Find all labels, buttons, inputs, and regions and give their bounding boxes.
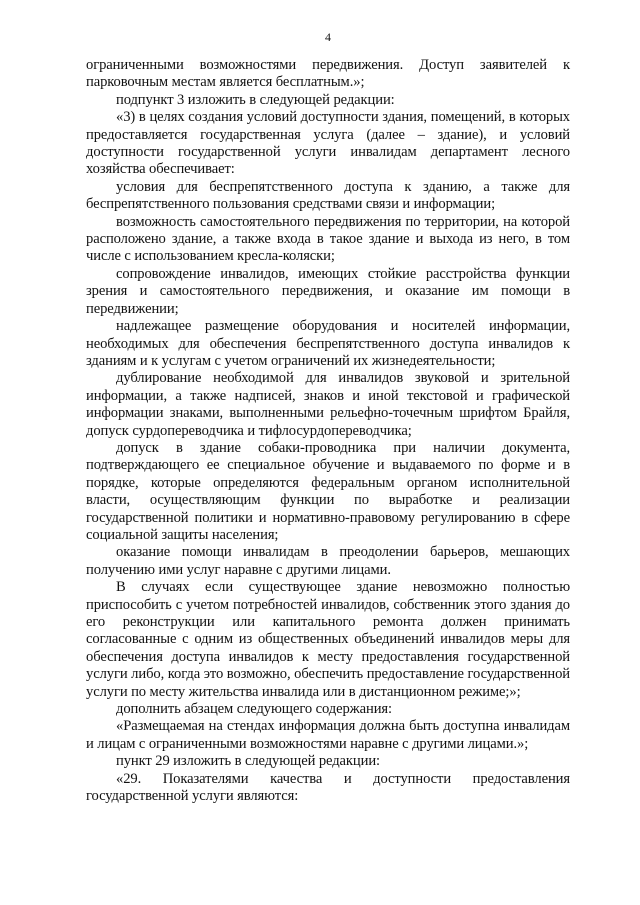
- document-body: [86, 57, 570, 805]
- paragraph-9: допуск в здание собаки-проводника при наличии документа, подтверждающего ее специальное обучение и выдаваемого по форме и в порядке, которые определяются федеральным органом исполнительной власти, осуществляющим функции по выработке и реализации государственной политики и нормативно-правовому регулированию в сфере социальной защиты населения;: [86, 439, 570, 543]
- paragraph-1: ограниченными возможностями передвижения. Доступ заявителей к парковочным местам является бесплатным.»;: [86, 57, 570, 91]
- paragraph-13: «Размещаемая на стендах информация должна быть доступна инвалидам и лицам с ограниченными возможностями наравне с другими лицами.»;: [86, 718, 570, 752]
- paragraph-8: дублирование необходимой для инвалидов звуковой и зрительной информации, а также надписей, знаков и иной текстовой и графической информации знаками, выполненными рельефно-точечным шрифтом Брайля, допуск сурдопереводчика и тифлосурдопереводчика;: [86, 370, 570, 439]
- paragraph-4: условия для беспрепятственного доступа к зданию, а также для беспрепятственного пользования средствами связи и информации;: [86, 178, 570, 213]
- paragraph-2: подпункт 3 изложить в следующей редакции:: [116, 91, 395, 108]
- paragraph-3: «3) в целях создания условий доступности здания, помещений, в которых предоставляется государственная услуга (далее – здание), и условий доступности государственной услуги инвалидам департамент лесного хозяйства обеспечивает:: [86, 109, 570, 178]
- paragraph-12: дополнить абзацем следующего содержания:: [116, 701, 392, 718]
- paragraph-6: сопровождение инвалидов, имеющих стойкие расстройства функции зрения и самостоятельного передвижения, и оказание им помощи в передвижении;: [86, 265, 570, 317]
- paragraph-5: возможность самостоятельного передвижения по территории, на которой расположено здание, а также входа в такое здание и выхода из него, в том числе с использованием кресла-коляски;: [86, 213, 570, 265]
- paragraph-10: оказание помощи инвалидам в преодолении барьеров, мешающих получению ими услуг наравне с другими лицами.: [86, 544, 570, 578]
- paragraph-15: «29. Показателями качества и доступности предоставления государственной услуги являются:: [86, 770, 570, 805]
- page-number: 4: [325, 30, 331, 44]
- paragraph-14: пункт 29 изложить в следующей редакции:: [116, 753, 380, 770]
- paragraph-7: надлежащее размещение оборудования и носителей информации, необходимых для обеспечения беспрепятственного доступа инвалидов к зданиям и к услугам с учетом ограничений их жизнедеятельности;: [86, 318, 570, 369]
- paragraph-11: В случаях если существующее здание невозможно полностью приспособить с учетом потребностей инвалидов, собственник этого здания до его реконструкции или капитального ремонта должен принимать согласованные с одним из общественных объединений инвалидов меры для обеспечения доступа инвалидов к месту предоставления государственной услуги либо, когда это возможно, обеспечить предоставление государственной услуги по месту жительства инвалида или в дистанционном режиме;»;: [86, 579, 570, 700]
